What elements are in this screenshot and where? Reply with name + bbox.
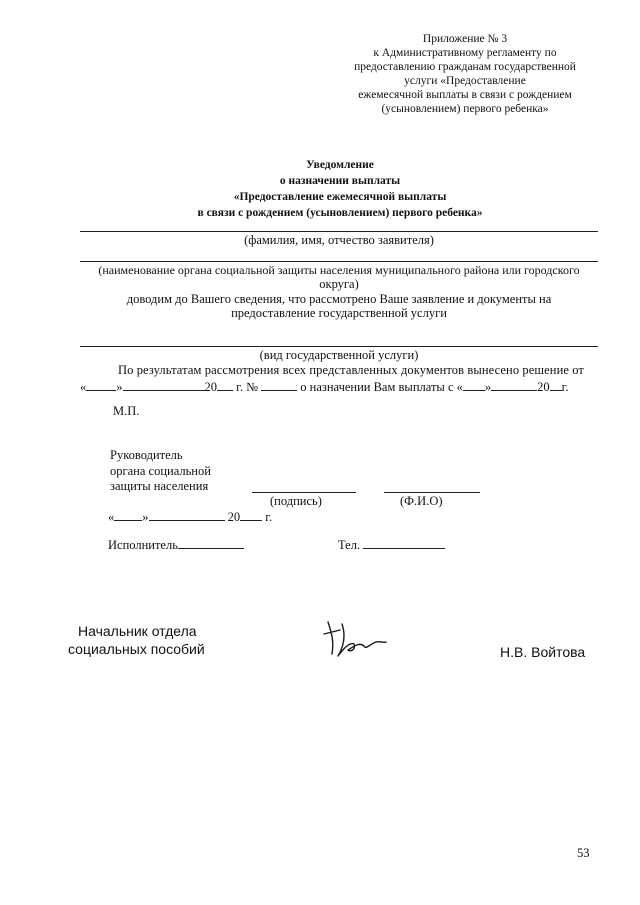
- title-line-3: «Предоставление ежемесячной выплаты: [233, 191, 447, 203]
- footer-position-line-1: Начальник отдела: [78, 623, 197, 639]
- organ-caption-line-2: округа): [319, 277, 359, 291]
- result-line: По результатам рассмотрения всех представленных документов вынесено решение от: [118, 363, 584, 377]
- notice-title: [80, 157, 600, 221]
- service-caption: (вид государственной услуги): [259, 348, 419, 362]
- signatory-date-year-blank: [240, 509, 262, 521]
- start-close-quote: »: [484, 380, 492, 394]
- service-type-line: [80, 346, 598, 347]
- decision-open-quote: «: [80, 380, 87, 394]
- signatory-name-line: [384, 492, 480, 493]
- stamp-label: М.П.: [113, 404, 140, 418]
- signatory-date-month-blank: [149, 509, 225, 521]
- decision-month-blank: [123, 379, 205, 391]
- inform-line-2: предоставление государственной услуги: [231, 306, 447, 320]
- signature-caption: (подпись): [270, 494, 322, 508]
- decision-day-blank: [86, 379, 116, 391]
- start-year-suffix: г.: [561, 380, 569, 394]
- decision-close-quote: »: [116, 380, 123, 394]
- title-line-2: о назначении выплаты: [279, 175, 401, 187]
- signatory-date-year-suffix: г.: [265, 510, 273, 524]
- signatory-name-caption: (Ф.И.О): [400, 494, 443, 508]
- handwritten-signature: [320, 616, 390, 660]
- start-month-blank: [491, 379, 537, 391]
- decision-line: [80, 379, 569, 395]
- applicant-name-line: [80, 231, 598, 232]
- appendix-line-5: ежемесячной выплаты в связи с рождением: [358, 89, 572, 101]
- applicant-caption: (фамилия, имя, отчество заявителя): [244, 233, 434, 247]
- signatory-title-line-2: органа социальной: [110, 464, 211, 478]
- appendix-line-2: к Административному регламенту по: [373, 47, 557, 59]
- page-number: 53: [577, 846, 590, 860]
- start-year-blank: [550, 379, 562, 391]
- signatory-date-year-prefix: 20: [227, 510, 241, 524]
- start-year-prefix: 20: [537, 380, 550, 394]
- signature-line: [252, 492, 356, 493]
- appendix-header: [330, 32, 600, 116]
- signatory-title-line-1: Руководитель: [110, 448, 183, 462]
- executor-label: Исполнитель: [108, 538, 178, 552]
- executor-row: [108, 537, 244, 553]
- start-day-blank: [463, 379, 485, 391]
- title-line-1: Уведомление: [306, 159, 374, 171]
- footer-name: Н.В. Войтова: [500, 644, 586, 660]
- organ-caption-line-1: (наименование органа социальной защиты населения муниципального района или городского: [98, 263, 580, 277]
- decision-purpose: о назначении Вам выплаты: [300, 380, 445, 394]
- signatory-title-line-3: защиты населения: [110, 479, 209, 493]
- title-line-4: в связи с рождением (усыновлением) первого ребенка»: [197, 207, 483, 219]
- start-open-quote: «: [456, 380, 463, 394]
- appendix-line-1: Приложение № 3: [422, 33, 508, 45]
- decision-year-prefix: 20: [204, 380, 217, 394]
- signatory-date-close-quote: »: [142, 510, 149, 524]
- appendix-line-3: предоставлению гражданам государственной: [354, 61, 576, 73]
- phone-label: Тел.: [338, 538, 361, 552]
- decision-number-blank: [261, 379, 297, 391]
- appendix-line-4: услуги «Предоставление: [404, 75, 526, 87]
- appendix-line-6: (усыновлением) первого ребенка»: [381, 103, 549, 115]
- footer-position-line-2: социальных пособий: [68, 641, 205, 657]
- signatory-date-line: [108, 509, 272, 525]
- phone-blank: [363, 537, 445, 549]
- signatory-date-open-quote: «: [108, 510, 115, 524]
- signatory-date-day-blank: [114, 509, 142, 521]
- decision-year-suffix: г. №: [236, 380, 259, 394]
- organ-name-line: [80, 261, 598, 262]
- inform-line-1: доводим до Вашего сведения, что рассмотрено Ваше заявление и документы на: [126, 292, 552, 306]
- decision-from-word: с: [447, 380, 454, 394]
- decision-year-blank: [217, 379, 233, 391]
- executor-blank: [178, 537, 244, 549]
- phone-row: [338, 537, 445, 553]
